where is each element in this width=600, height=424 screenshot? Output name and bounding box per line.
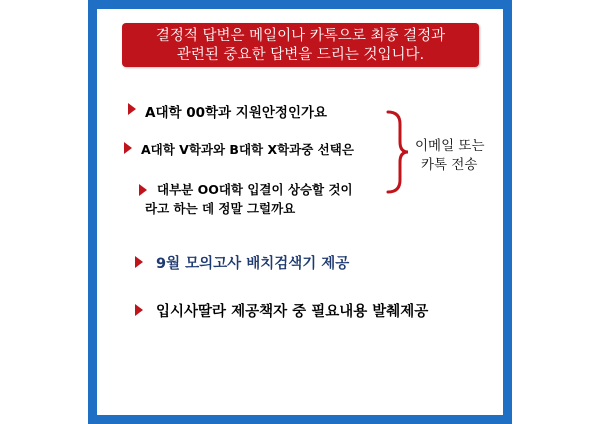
- item-3-line-2: 라고 하는 데 정말 그럴까요: [145, 201, 296, 216]
- bullet-arrow-icon: [135, 304, 143, 316]
- bullet-arrow-icon: [128, 103, 136, 115]
- item-3-line-1: 대부분 OO대학 입결이 상승할 것이: [157, 182, 353, 197]
- bullet-arrow-icon: [139, 184, 147, 196]
- bullet-arrow-icon: [135, 256, 143, 268]
- curly-brace-icon: [384, 108, 412, 196]
- side-note-line-2: 카톡 전송: [421, 157, 478, 173]
- side-note-line-1: 이메일 또는: [415, 138, 485, 154]
- header-line-1: 결정적 답변은 메일이나 카톡으로 최종 결정과: [155, 28, 446, 44]
- item-5: 입시사딸라 제공책자 중 필요내용 발췌제공: [156, 304, 429, 320]
- item-2: A대학 V학과와 B대학 X학과중 선택은: [141, 142, 354, 157]
- header-banner: [122, 23, 479, 67]
- item-1: A대학 00학과 지원안정인가요: [145, 105, 328, 121]
- item-4: 9월 모의고사 배치검색기 제공: [156, 256, 350, 272]
- header-line-2: 관련된 중요한 답변을 드리는 것입니다.: [176, 47, 425, 63]
- bullet-arrow-icon: [124, 142, 132, 154]
